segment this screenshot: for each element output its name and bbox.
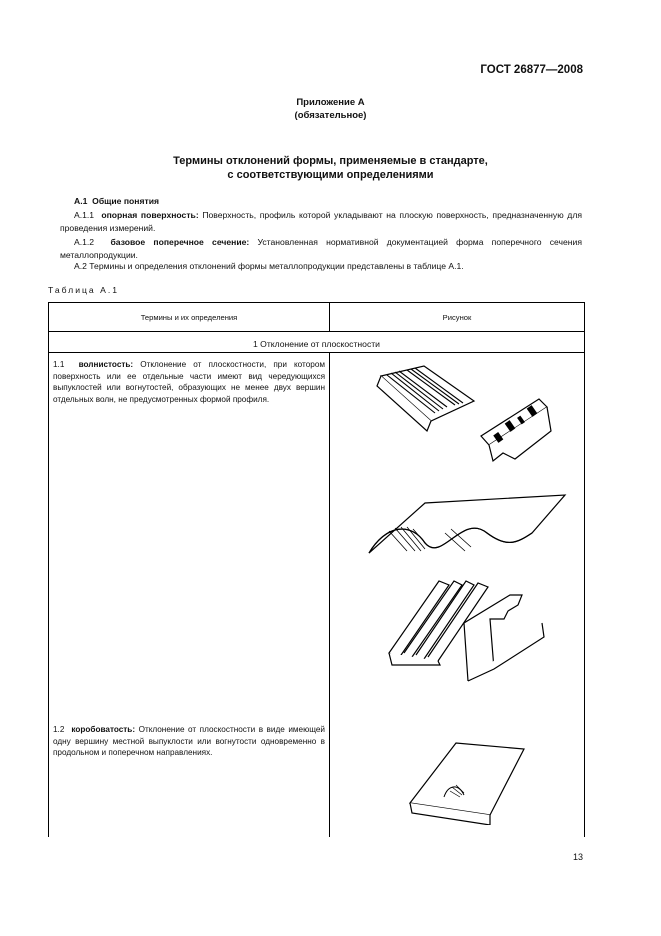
row-1-2-definition: Отклонение от плоскостности в виде имеющей одну вершину местной выпуклости или вогнутости одновременно в продольном и поперечном направлениях. [53,725,325,757]
a112-term: базовое поперечное сечение: [110,237,250,247]
a1-title: Общие понятия [92,196,160,206]
wavy-sheet-figure [367,493,567,568]
page-number: 13 [572,852,583,862]
column-header-terms: Термины и их определения [140,313,238,322]
a111-term: опорная поверхность: [101,210,199,220]
table-label: Таблица А.1 [48,285,119,295]
a112-text: Установленная нормативной документацией форма поперечного сечения металлопродукции. [60,237,582,260]
ribbed-profiles-figure [384,573,559,685]
corrugated-profiles-figure [369,361,569,471]
section-title-line2: с соответствующими определениями [227,169,434,181]
a1-number: А.1 [74,196,88,206]
paragraph-a2: А.2 Термины и определения отклонений формы металлопродукции представлены в таблице А.1. [74,261,464,271]
section-row-bottom-border [49,352,584,353]
paragraph-a112 [60,236,582,262]
row-1-2-number: 1.2 [53,725,65,734]
buckled-plate-figure [404,735,544,825]
header-bottom-border [49,331,584,332]
row-1-1-number: 1.1 [53,360,65,369]
annex-subtitle: (обязательное) [294,110,367,121]
row-1-1-definition: Отклонение от плоскостности, при котором поверхность или ее отдельные части имеют вид чередующихся выпуклостей или вогнутостей, образующих не менее двух вершин отдельных волн, не предусмотренных формой профиля. [53,360,325,404]
section-title-line1: Термины отклонений формы, применяемые в стандарте, [173,155,488,167]
document-standard-code: ГОСТ 26877—2008 [480,64,583,76]
column-header-figure: Рисунок [442,313,472,322]
annex-title: Приложение А [296,97,365,108]
row-1-2-term: коробоватость: [71,725,136,734]
table-row-waviness [53,359,325,405]
a112-number: А.1.2 [74,237,95,247]
table-a1 [48,302,585,837]
body-column-divider [329,353,330,837]
row-1-1-term: волнистость: [78,360,134,369]
a111-number: А.1.1 [74,210,95,220]
table-row-buckle [53,724,325,759]
paragraph-a1 [60,195,582,208]
section-row-flatness: 1 Отклонение от плоскостности [253,339,380,349]
paragraph-a111 [60,209,582,235]
a111-text: Поверхность, профиль которой укладывают на плоскую поверхность, предназначенную для проведения измерений. [60,210,582,233]
